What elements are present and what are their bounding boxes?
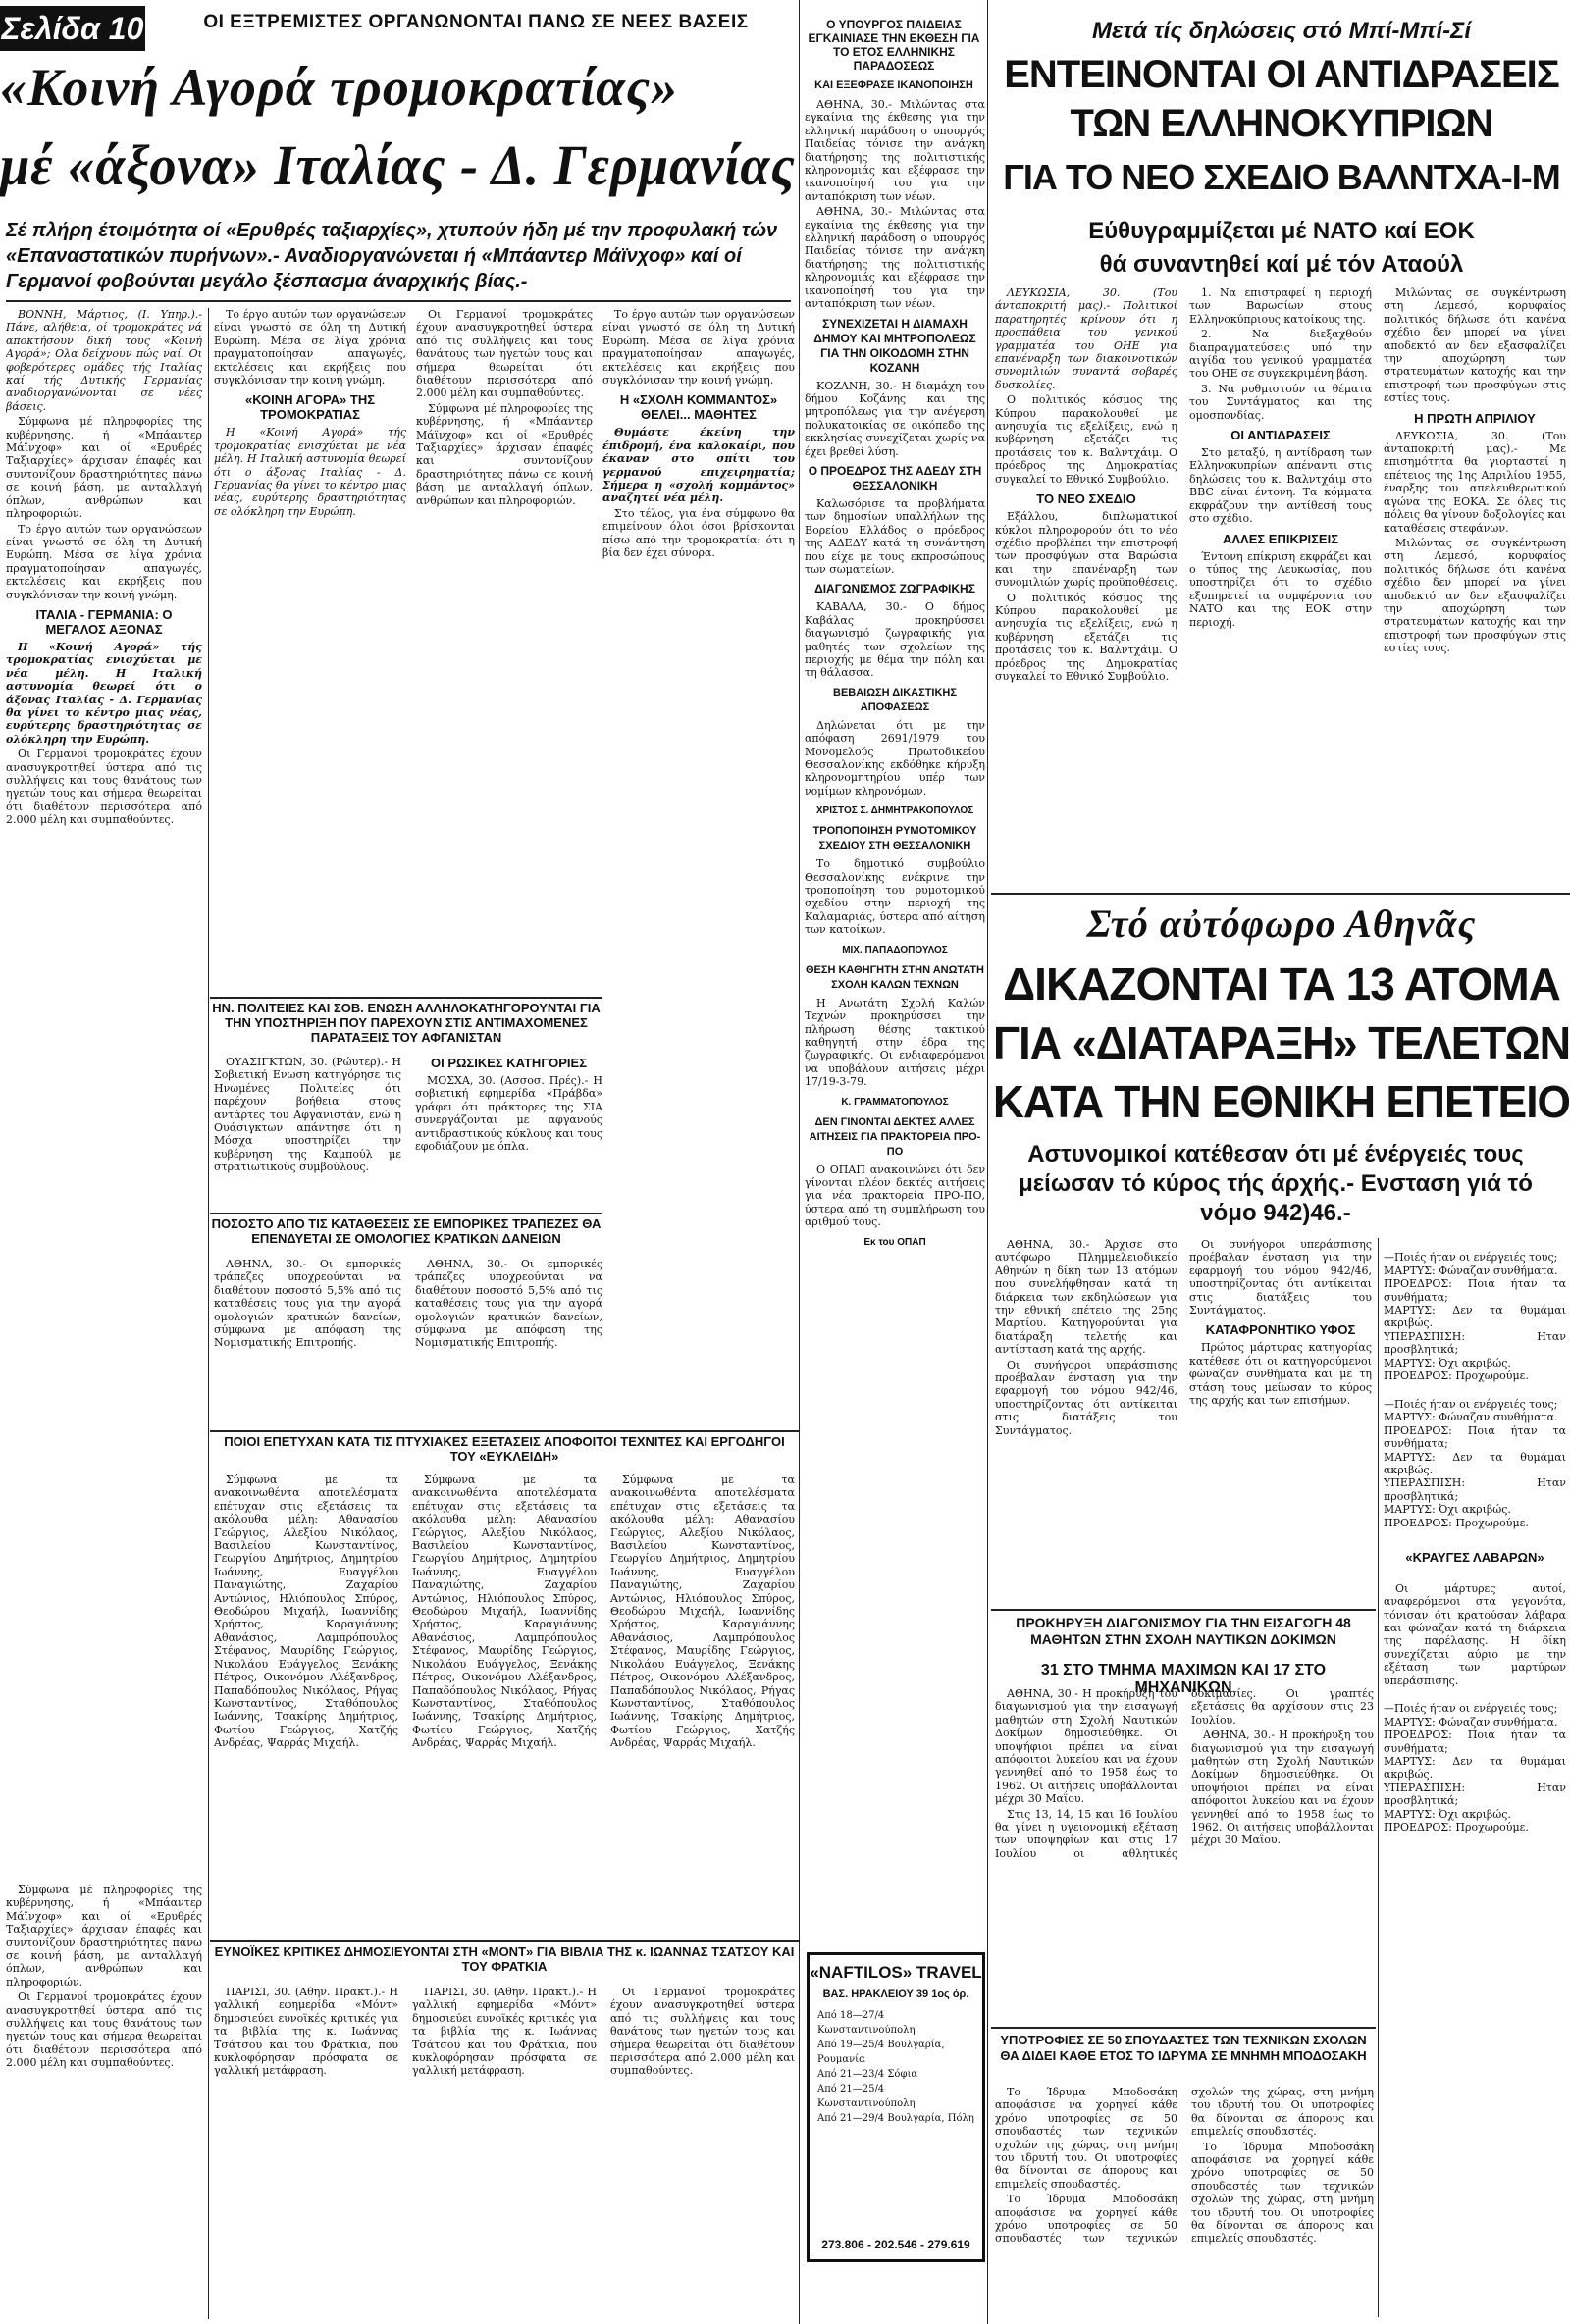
banks-text: ΑΘΗΝΑ, 30.- Οι εμπορικές τράπεζες υποχρεούνται να διαθέτουν ποσοστό 5,5% από τις καταθέσεις τους για την αγορά ομολογιών κρατικών δανείων, σύμφωνα με απόφαση της Νομισματικής Επιτροπής. — [214, 1258, 401, 1350]
lead-body-3: Η «Κοινή Αγορά» τής τρομοκρατίας ενισχύεται με νέα μέλη. Η Ιταλική αστυνομία θεωρεί ότι ο άξονας Ιταλίας - Δ. Γερμανίας θα γίνει το κέντρο μιας νέας, ευρύτερης δραστηριότητας σε ολόκληρη την Ευρώπη. — [6, 640, 202, 746]
scholar-text-3: Το Ίδρυμα Μποδοσάκη αποφάσισε να χορηγεί κάθε χρόνο υποτροφίες σε 50 σπουδαστές των τεχνικών σχολών της χώρας, στη μνήμη του ιδρυτή του. Οι υποτροφίες θα δίνονται σε άπορους και επιμελείς σπουδαστές. — [1191, 2140, 1374, 2246]
adedy-text: Καλωσόρισε τα προβλήματα των δημοσίων υπαλλήλων της Βορείου Ελλάδος ο πρόεδρος της ΑΔΕΔΥ κατά τη συνάντηση που είχε με τους εκπροσώπους των σωματείων. — [805, 496, 985, 576]
court-column-1 — [995, 1238, 1178, 1601]
cyprus-right-body: Μιλώντας σε συγκέντρωση στη Λεμεσό, κορυφαίος πολιτικός δήλωσε ότι κανένα σχέδιο δεν μπορεί να γίνει αποδεκτό αν δεν εξασφαλίζει την αποχώρηση των στρατευμάτων κατοχής και την επιστροφή των προσφύγων στις εστίες τους. — [1384, 286, 1566, 405]
navy-headline: ΠΡΟΚΗΡΥΞΗ ΔΙΑΓΩΝΙΣΜΟΥ ΓΙΑ ΤΗΝ ΕΙΣΑΓΩΓΗ 48 ΜΑΘΗΤΩΝ ΣΤΗΝ ΣΧΟΛΗ ΝΑΥΤΙΚΩΝ ΔΟΚΙΜΩΝ — [1016, 1615, 1351, 1647]
cyprus-list-3: 3. Να ρυθμιστούν τα θέματα του Συντάγματος και της ομοσπονδίας. — [1189, 382, 1372, 422]
cyprus-subhead-other: ΑΛΛΕΣ ΕΠΙΚΡΙΣΕΙΣ — [1222, 531, 1339, 546]
fine-arts-text: Η Ανωτάτη Σχολή Καλών Τεχνών προκηρύσσει την πλήρωση θέσης τακτικού καθηγητή στην έδρα της ζωγραφικής. Οι ενδιαφερόμενοι να υποβάλουν αιτήσεις μέχρι 17/19-3-79. — [805, 996, 985, 1089]
lead-subhead-axis: ΙΤΑΛΙΑ - ΓΕΡΜΑΝΙΑ: Ο ΜΕΓΑΛΟΣ ΑΞΟΝΑΣ — [35, 606, 173, 637]
lead-body-2: Το έργο αυτών των οργανώσεων είναι γνωστό σε όλη τη Δυτική Ευρώπη. Μέσα σε λίγα χρόνια πραγματοποίησαν απαγωγές, εκτελέσεις και εκρήξεις που συγκλόνισαν την κοινή γνώμη. — [6, 522, 202, 601]
school-body: Θυμάστε έκείνη την έπιδρομή, ένα καλοκαίρι, που έκαναν στο σπίτι του γερμανού επιχειρηματία; Σήμερα η «σχολή κομμάντος» αναζητεί νέα μέλη. — [602, 426, 795, 505]
lead-headline-2: μέ «άξονα» Ιταλίας - Δ. Γερμανίας — [0, 133, 796, 197]
court-headline-2: ΓΙΑ «ΔΙΑΤΑΡΑΞΗ» ΤΕΛΕΤΩΝ — [993, 1017, 1570, 1068]
lead-body-2b: Το έργο αυτών των οργανώσεων είναι γνωστό σε όλη τη Δυτική Ευρώπη. Μέσα σε λίγα χρόνια πραγματοποίησαν απαγωγές, εκτελέσεις και εκρήξεις που συγκλόνισαν την κοινή γνώμη. — [214, 308, 406, 387]
kozani-headline: ΣΥΝΕΧΙΖΕΤΑΙ Η ΔΙΑΜΑΧΗ ΔΗΜΟΥ ΚΑΙ ΜΗΤΡΟΠΟΛΕΩΣ ΓΙΑ ΤΗΝ ΟΙΚΟΔΟΜΗ ΣΤΗΝ ΚΟΖΑΝΗ — [813, 316, 976, 375]
court-kicker: Στό αὐτόφωρο Αθηνᾶς — [1086, 902, 1477, 946]
travel-ad-line: Από 21—29/4 Βουλγαρία, Πόλη — [817, 2113, 974, 2124]
navy-text-3: ΑΘΗΝΑ, 30.- Η προκήρυξη του διαγωνισμού για την εισαγωγή μαθητών στη Σχολή Ναυτικών Δοκίμων δημοσιεύθηκε. Οι υποψήφιοι πρέπει να είναι απόφοιτοι λυκείου και να έχουν γεννηθεί από το 1958 έως το 1962. Οι αιτήσεις υποβάλλονται μέχρι 30 Μαΐου. — [1191, 1729, 1374, 1847]
opap-text: Ο ΟΠΑΠ ανακοινώνει ότι δεν γίνονται πλέον δεκτές αιτήσεις για νέα πρακτορεία ΠΡΟ-ΠΟ, ύστερα από τη συμπλήρωση του αριθμού τους. — [805, 1162, 985, 1229]
lead-column-2 — [214, 308, 406, 995]
mont-headline: ΕΥΝΟΪΚΕΣ ΚΡΙΤΙΚΕΣ ΔΗΜΟΣΙΕΥΟΝΤΑΙ ΣΤΗ «ΜΟΝΤ» ΓΙΑ ΒΙΒΛΙΑ ΤΗΣ κ. ΙΩΑΝΝΑΣ ΤΣΑΤΣΟΥ ΚΑΙ ΤΟΥ ΦΡΑΤΚΙΑ — [214, 1944, 795, 1974]
travel-ad-line: Από 18—27/4 Κωνσταντινούπολη — [817, 2010, 916, 2036]
opap-signature: Εκ του ΟΠΑΠ — [864, 1236, 926, 1248]
banks-body — [214, 1258, 602, 1424]
lead-body-3b: Η «Κοινή Αγορά» τής τρομοκρατίας ενισχύεται με νέα μέλη. Η Ιταλική αστυνομία θεωρεί ότι ο άξονας Ιταλίας - Δ. Γερμανίας θα γίνει το κέντρο μιας νέας, ευρύτερης δραστηριότητας σε ολόκληρη την Ευρώπη. — [214, 426, 406, 518]
travel-ad-line: Από 21—23/4 Σόφια — [817, 2069, 918, 2080]
lead-dateline: ΒΟΝΝΗ, Μάρτιος, (Ι. Υπηρ.).- Πάνε, αλήθεια, οί τρομοκράτες νά αποκτήσουν δική τους «Κοινή Αγορά»; Ολα δείχνουν πώς ναί. Οι φοβερότερες ομάδες τής Ιταλίας καί τής Δυτικής Γερμανίας αναδιοργανώνονται σε νέες βάσεις. — [6, 308, 202, 413]
painting-headline: ΔΙΑΓΩΝΙΣΜΟΣ ΖΩΓΡΑΦΙΚΗΣ — [814, 582, 975, 596]
navy-body — [995, 1687, 1374, 2021]
russian-text: ΜΟΣΧΑ, 30. (Ασσοσ. Πρές).- Η σοβιετική εφημερίδα «Πράβδα» γράφει ότι πράκτορες της ΣΙΑ συνεργάζονται με αφγανούς αντιδραστικούς κύκλους και τους εφοδιάζουν με όπλα. — [415, 1074, 602, 1154]
adedy-headline: Ο ΠΡΟΕΔΡΟΣ ΤΗΣ ΑΔΕΔΥ ΣΤΗ ΘΕΣΣΑΛΟΝΙΚΗ — [808, 463, 982, 492]
exams-text-2: Σύμφωνα με τα ανακοινωθέντα αποτελέσματα επέτυχαν στις εξετάσεις τα ακόλουθα μέλη: Αθανασίου Γεώργιος, Αλεξίου Νικόλαος, Βασιλείου Κωνσταντίνος, Γεωργίου Δημήτριος, Δημητρίου Ιωάννης, Ευαγγέλου Παναγιώτης, Ζαχαρίου Αντώνιος, Ηλιόπουλος Σπύρος, Θεοδώρου Μιχαήλ, Ιωαννίδης Χρήστος, Καραγιάννης Αθανάσιος, Λαμπρόπουλος Στέφανος, Μαυρίδης Γεώργιος, Νικολάου Ευάγγελος, Ξενάκης Πέτρος, Οικονόμου Αλέξανδρος, Παπαδόπουλος Νικόλαος, Ρήγας Κωνσταντίνος, Σταθόπουλος Ιωάννης, Τσακίρης Δημήτριος, Φωτίου Γεώργιος, Χατζής Ανδρέας, Ψαρράς Μιχαήλ. — [412, 1473, 597, 1750]
painting-text: ΚΑΒΑΛΑ, 30.- Ο δήμος Καβάλας προκηρύσσει διαγωνισμό ζωγραφικής για μαθητές των σχολείων της περιοχής με θέμα την πόλη και τη θάλασσα. — [805, 600, 985, 680]
mont-rule — [210, 1940, 799, 1942]
lead-column-1-bottom — [6, 1884, 202, 2320]
school-headline: Η «ΣΧΟΛΗ ΚΟΜΜΑΝΤΟΣ» ΘΕΛΕΙ... ΜΑΘΗΤΕΣ — [619, 392, 778, 423]
cyprus-body-4: Έντονη επίκριση εκφράζει και ο τύπος της Λευκωσίας, που υποστηρίζει ότι το σχέδιο εξυπηρετεί τα συμφέροντα του ΝΑΤΟ και της ΕΟΚ στην περιοχή. — [1189, 549, 1372, 629]
scholar-text-2: Το Ίδρυμα Μποδοσάκη αποφάσισε να χορηγεί κάθε χρόνο υποτροφίες σε 50 σπουδαστές των τεχνικών σχολών της χώρας, στη μνήμη του ιδρυτή του. Οι υποτροφίες θα δίνονται σε άπορους και επιμελείς σπουδαστές. — [995, 2086, 1374, 2246]
signature-2: ΜΙΧ. ΠΑΠΑΔΟΠΟΥΛΟΣ — [842, 944, 948, 955]
lead-rule — [6, 300, 791, 302]
travel-ad-address: ΒΑΣ. ΗΡΑΚΛΕΙΟΥ 39 1ος όρ. — [822, 1988, 969, 2000]
court-decision-text: Δηλώνεται ότι με την απόφαση 2691/1979 του Μονομελούς Πρωτοδικείου Θεσσαλονίκης εκδόθηκε κήρυξη κληρονομητηρίου υπέρ των νομίμων κληρονόμων. — [805, 718, 985, 798]
cyprus-headline-2: ΤΩΝ ΕΛΛΗΝΟΚΥΠΡΙΩΝ — [1070, 102, 1493, 145]
navy-text-2: Στις 13, 14, 15 και 16 Ιουλίου θα γίνει η υγειονομική εξέταση των υποψηφίων και στις 17 Ιουλίου οι αθλητικές δοκιμασίες. Οι γραπτές εξετάσεις θα αρχίσουν στις 23 Ιουλίου. — [995, 1687, 1374, 1860]
cyprus-subhead-april: Η ΠΡΩΤΗ ΑΠΡΙΛΙΟΥ — [1414, 410, 1536, 426]
navy-text: ΑΘΗΝΑ, 30.- Η προκήρυξη του διαγωνισμού για την εισαγωγή μαθητών στη Σχολή Ναυτικών Δοκίμων δημοσιεύθηκε. Οι υποψήφιοι πρέπει να είναι απόφοιτοι λυκείου και να έχουν γεννηθεί από το 1958 έως το 1962. Οι αιτήσεις υποβάλλονται μέχρι 30 Μαΐου. — [995, 1687, 1178, 1806]
navy-rule — [991, 1609, 1376, 1611]
court-testimony: —Ποιές ήταν οι ενέργειές τους; ΜΑΡΤΥΣ: Φώναζαν συνθήματα. ΠΡΟΕΔΡΟΣ: Ποια ήταν τα συνθήματα; ΜΑΡΤΥΣ: Δεν τα θυμάμαι ακριβώς. ΥΠΕΡΑΣΠΙΣΗ: Ηταν προσβλητικά; ΜΑΡΤΥΣ: Όχι ακριβώς. ΠΡΟΕΔΡΟΣ: Προχωρούμε. — [1384, 1251, 1566, 1383]
lead-column-3 — [416, 308, 593, 995]
afghan-body — [214, 1056, 602, 1203]
divider-col3 — [987, 0, 988, 2324]
lead-body-4c: Οι Γερμανοί τρομοκράτες έχουν ανασυγκροτηθεί ύστερα από τις συλλήψεις και τους θανάτους των ηγετών τους και σήμερα θεωρείται ότι διαθέτουν περισσότερα από 2.000 μέλη και συμπαθούντες. — [6, 1990, 202, 2070]
scholar-rule — [991, 2027, 1376, 2029]
cyprus-body-1: Ο πολιτικός κόσμος της Κύπρου παρακολουθεί με ανησυχία τις εξελίξεις, ενώ η κυβέρνηση εξετάζει τις προτάσεις του κ. Βαλντχάιμ. Ο πρόεδρος της Δημοκρατίας συγκαλεί το Εθνικό Συμβούλιο. — [995, 393, 1178, 486]
russian-subhead: ΟΙ ΡΩΣΙΚΕΣ ΚΑΤΗΓΟΡΙΕΣ — [430, 1056, 588, 1070]
scholar-headline: ΥΠΟΤΡΟΦΙΕΣ ΣΕ 50 ΣΠΟΥΔΑΣΤΕΣ ΤΩΝ ΤΕΧΝΙΚΩΝ ΣΧΟΛΩΝ ΘΑ ΔΙΔΕΙ ΚΑΘΕ ΕΤΟΣ ΤΟ ΙΔΡΥΜΑ ΣΕ ΜΝΗΜΗ ΜΠΟΔΟΣΑΚΗ — [1000, 2033, 1367, 2063]
cyprus-bottom-rule — [991, 893, 1570, 895]
fine-arts-headline: ΘΕΣΗ ΚΑΘΗΓΗΤΗ ΣΤΗΝ ΑΝΩΤΑΤΗ ΣΧΟΛΗ ΚΑΛΩΝ ΤΕΧΝΩΝ — [805, 963, 985, 991]
exams-rule — [210, 1430, 799, 1432]
court-column-3 — [1384, 1238, 1566, 2317]
court-body-1: ΑΘΗΝΑ, 30.- Άρχισε στο αυτόφωρο Πλημμελειοδικείο Αθηνών η δίκη των 13 ατόμων που συνελήφθησαν κατά τη διάρκεια των εκδηλώσεων για την εθνική επέτειο της 25ης Μαρτίου. Κατηγορούνται για διατάραξη τελετής και αντίσταση κατά της αρχής. — [995, 1238, 1178, 1357]
exams-headline: ΠΟΙΟΙ ΕΠΕΤΥΧΑΝ ΚΑΤΑ ΤΙΣ ΠΤΥΧΙΑΚΕΣ ΕΞΕΤΑΣΕΙΣ ΑΠΟΦΟΙΤΟΙ ΤΕΧΝΙΤΕΣ ΚΑΙ ΕΡΓΟΔΗΓΟΙ ΤΟΥ «ΕΥΚΛΕΙΔΗ» — [224, 1434, 785, 1464]
mont-body — [214, 1986, 795, 2319]
lead-subhead-common-market: «ΚΟΙΝΗ ΑΓΟΡΑ» ΤΗΣ ΤΡΟΜΟΚΡΑΤΙΑΣ — [244, 392, 376, 423]
edu-headline: Ο ΥΠΟΥΡΓΟΣ ΠΑΙΔΕΙΑΣ ΕΓΚΑΙΝΙΑΣΕ ΤΗΝ ΕΚΘΕΣΗ ΓΙΑ ΤΟ ΕΤΟΣ ΕΛΛΗΝΙΚΗΣ ΠΑΡΑΔΟΣΕΩΣ — [808, 18, 980, 73]
court-right-2: Οι μάρτυρες αυτοί, αναφερόμενοι στα γεγονότα, τόνισαν ότι κρατούσαν λάβαρα και φώναζαν κατά τη διάρκεια της παρέλασης. Η δίκη συνεχίζεται αύριο με την εξέταση των μαρτύρων υπεράσπισης. — [1384, 1581, 1566, 1687]
cyprus-body-1b: Ο πολιτικός κόσμος της Κύπρου παρακολουθεί με ανησυχία τις εξελίξεις, ενώ η κυβέρνηση εξετάζει τις προτάσεις του κ. Βαλντχάιμ. Ο πρόεδρος της Δημοκρατίας συγκαλεί το Εθνικό Συμβούλιο. — [995, 591, 1178, 683]
court-column-2 — [1189, 1238, 1372, 1601]
cyprus-headline-3: ΓΙΑ ΤΟ ΝΕΟ ΣΧΕΔΙΟ ΒΑΛΝΤΧΑ-Ι-Μ — [1003, 157, 1560, 197]
divider-lead-right — [799, 0, 800, 2324]
exams-body — [214, 1473, 795, 1935]
banks-text-2: ΑΘΗΝΑ, 30.- Οι εμπορικές τράπεζες υποχρεούνται να διαθέτουν ποσοστό 5,5% από τις καταθέσεις τους για την αγορά ομολογιών κρατικών δανείων, σύμφωνα με απόφαση της Νομισματικής Επιτροπής. — [415, 1258, 602, 1350]
thessaloniki-headline: ΤΡΟΠΟΠΟΙΗΣΗ ΡΥΜΟΤΟΜΙΚΟΥ ΣΧΕΔΙΟΥ ΣΤΗ ΘΕΣΣΑΛΟΝΙΚΗ — [812, 825, 977, 852]
travel-ad — [807, 1952, 985, 2262]
travel-ad-line: Από 21—25/4 Κωνσταντινούπολη — [817, 2084, 916, 2109]
court-headline-1: ΔΙΚΑΖΟΝΤΑΙ ΤΑ 13 ΑΤΟΜΑ — [1003, 958, 1560, 1009]
exams-text: Σύμφωνα με τα ανακοινωθέντα αποτελέσματα επέτυχαν στις εξετάσεις τα ακόλουθα μέλη: Αθανασίου Γεώργιος, Αλεξίου Νικόλαος, Βασιλείου Κωνσταντίνος, Γεωργίου Δημήτριος, Δημητρίου Ιωάννης, Ευαγγέλου Παναγιώτης, Ζαχαρίου Αντώνιος, Ηλιόπουλος Σπύρος, Θεοδώρου Μιχαήλ, Ιωαννίδης Χρήστος, Καραγιάννης Αθανάσιος, Λαμπρόπουλος Στέφανος, Μαυρίδης Γεώργιος, Νικολάου Ευάγγελος, Ξενάκης Πέτρος, Οικονόμου Αλέξανδρος, Παπαδόπουλος Νικόλαος, Ρήγας Κωνσταντίνος, Σταθόπουλος Ιωάννης, Τσακίρης Δημήτριος, Φωτίου Γεώργιος, Χατζής Ανδρέας, Ψαρράς Μιχαήλ. — [214, 1473, 398, 1750]
thessaloniki-text: Το δημοτικό συμβούλιο Θεσσαλονίκης ενέκρινε την τροποποίηση του ρυμοτομικού σχεδίου στην περιοχή της Καλαμαριάς, ύστερα από αίτηση των κατοίκων. — [805, 857, 985, 937]
cyprus-headline-1: ΕΝΤΕΙΝΟΝΤΑΙ ΟΙ ΑΝΤΙΔΡΑΣΕΙΣ — [1004, 53, 1559, 96]
court-body-2: Οι συνήγοροι υπεράσπισης προέβαλαν ένσταση για την εφαρμογή του νόμου 942/46, υποστηρίζοντας ότι αντίκειται στις διατάξεις του Συντάγματος. — [995, 1358, 1178, 1437]
cyprus-kicker: Μετά τίς δηλώσεις στό Μπί-Μπί-Σί — [1092, 18, 1471, 44]
court-deck: Αστυνομικοί κατέθεσαν ότι μέ ένέργειές τους μείωσαν τό κύρος τής άρχής.- Ενσταση γιά τό νόμο 942)46.- — [1019, 1141, 1533, 1226]
lead-headline-1: «Κοινή Αγορά τρομοκρατίας» — [0, 58, 679, 117]
cyprus-right-body-2: ΛΕΥΚΩΣΙΑ, 30. (Του άνταποκριτή μας).- Με επισημότητα θα γιορταστεί η επέτειος της 1ης Απριλίου 1955, έναρξης του απελευθερωτικού αγώνα της ΕΟΚΑ. Σε όλες τις πόλεις θα γίνουν δοξολογίες και καταθέσεις στεφάνων. — [1384, 429, 1566, 535]
column3-stack — [805, 98, 985, 1530]
lead-body-4: Οι Γερμανοί τρομοκράτες έχουν ανασυγκροτηθεί ύστερα από τις συλλήψεις και τους θανάτους των ηγετών τους και σήμερα θεωρείται ότι διαθέτουν περισσότερα από 2.000 μέλη και συμπαθούντες. — [6, 748, 202, 827]
cyprus-column-1 — [995, 286, 1178, 885]
cyprus-body-2: Εξάλλου, διπλωματικοί κύκλοι πληροφορούν ότι το νέο σχέδιο προβλέπει την επιστροφή των προσφύγων στα Βαρώσια και την επανέναρξη των συνομιλιών χωρίς προϋποθέσεις. — [995, 510, 1178, 590]
court-testimony-3: —Ποιές ήταν οι ενέργειές τους; ΜΑΡΤΥΣ: Φώναζαν συνθήματα. ΠΡΟΕΔΡΟΣ: Ποια ήταν τα συνθήματα; ΜΑΡΤΥΣ: Δεν τα θυμάμαι ακριβώς. ΥΠΕΡΑΣΠΙΣΗ: Ηταν προσβλητικά; ΜΑΡΤΥΣ: Όχι ακριβώς. ΠΡΟΕΔΡΟΣ: Προχωρούμε. — [1384, 1702, 1566, 1834]
court-body-3: Πρώτος μάρτυρας κατηγορίας κατέθεσε ότι οι κατηγορούμενοι φώναζαν συνθήματα και με τη στάση τους μείωσαν το κύρος της αρχής και των επισήμων. — [1189, 1341, 1372, 1408]
edu-subhead: ΚΑΙ ΕΞΕΦΡΑΣΕ ΙΚΑΝΟΠΟΙΗΣΗ — [814, 79, 973, 91]
divider-court — [1378, 1238, 1379, 2317]
opap-headline: ΔΕΝ ΓΙΝΟΝΤΑΙ ΔΕΚΤΕΣ ΑΛΛΕΣ ΑΙΤΗΣΕΙΣ ΓΙΑ ΠΡΑΚΤΟΡΕΙΑ ΠΡΟ-ΠΟ — [809, 1115, 981, 1158]
lead-deck: Σέ πλήρη έτοιμότητα οί «Ερυθρές ταξιαρχίες», χτυπούν ήδη μέ την προφυλακή τών «Επαναστατικών πυρήνων».- Αναδιοργανώνεται ή «Μπάαντερ Μάϊνχοφ» καί οί Γερμανοί φοβούνται μεγάλο ξέσπασμα άναρχικής βίας.- — [6, 220, 778, 292]
cyprus-body-3: Στο μεταξύ, η αντίδραση των Ελληνοκυπρίων απέναντι στις δηλώσεις του κ. Βαλντχάιμ στο BBC είναι έντονη. Τα κόμματα εκφράζουν την αντίθεσή τους στο σχέδιο. — [1189, 446, 1372, 526]
afghan-headline: ΗΝ. ΠΟΛΙΤΕΙΕΣ ΚΑΙ ΣΟΒ. ΕΝΩΣΗ ΑΛΛΗΛΟΚΑΤΗΓΟΡΟΥΝΤΑΙ ΓΙΑ ΤΗΝ ΥΠΟΣΤΗΡΙΞΗ ΠΟΥ ΠΑΡΕΧΟΥΝ ΣΤΙΣ ΑΝΤΙΜΑΧΟΜΕΝΕΣ ΠΑΡΑΤΑΞΕΙΣ ΤΟΥ ΑΦΓΑΝΙΣΤΑΝ — [212, 1001, 601, 1045]
scholar-text: Το Ίδρυμα Μποδοσάκη αποφάσισε να χορηγεί κάθε χρόνο υποτροφίες σε 50 σπουδαστές των τεχνικών σχολών της χώρας, στη μνήμη του ιδρυτή του. Οι υποτροφίες θα δίνονται σε άπορους και επιμελείς σπουδαστές. — [995, 2086, 1178, 2191]
cyprus-list-1: 1. Να επιστραφεί η περιοχή των Βαρωσίων στους Ελληνοκύπριους κατοίκους της. — [1189, 286, 1372, 326]
cyprus-lede: ΛΕΥΚΩΣΙΑ, 30. (Του άνταποκριτή μας).- Πολιτικοί παρατηρητές κρίνουν ότι η προσπάθεια του γενικού γραμματέα του ΟΗΕ για επανέναρξη των διακοινοτικών συνομιλιών συναντά σοβαρές δυσκολίες. — [995, 286, 1178, 391]
court-body-2b: Οι συνήγοροι υπεράσπισης προέβαλαν ένσταση για την εφαρμογή του νόμου 942/46, υποστηρίζοντας ότι αντίκειται στις διατάξεις του Συντάγματος. — [1189, 1238, 1372, 1317]
school-body-a: Το έργο αυτών των οργανώσεων είναι γνωστό σε όλη τη Δυτική Ευρώπη. Μέσα σε λίγα χρόνια πραγματοποίησαν απαγωγές, εκτελέσεις και εκρήξεις που συγκλόνισαν την κοινή γνώμη. — [602, 308, 795, 387]
travel-ad-line: Από 19—25/4 Βουλγαρία, Ρουμανία — [817, 2040, 945, 2065]
court-decision-headline: ΒΕΒΑΙΩΣΗ ΔΙΚΑΣΤΙΚΗΣ ΑΠΟΦΑΣΕΩΣ — [833, 686, 957, 713]
afghan-rule — [210, 997, 602, 999]
cyprus-column-3 — [1384, 286, 1566, 885]
cyprus-right-body-b: Μιλώντας σε συγκέντρωση στη Λεμεσό, κορυφαίος πολιτικός δήλωσε ότι κανένα σχέδιο δεν μπορεί να γίνει αποδεκτό αν δεν εξασφαλίζει την αποχώρηση των στρατευμάτων κατοχής και την επιστροφή των προσφύγων στις εστίες τους. — [1384, 536, 1566, 655]
mont-text-2: ΠΑΡΙΣΙ, 30. (Αθην. Πρακτ.).- Η γαλλική εφημερίδα «Μόντ» δημοσιεύει ευνοϊκές κριτικές για τα βιβλία της κ. Ιωάννας Τσάτσου και του Φράτκια, που κυκλοφόρησαν πρόσφατα σε γαλλική μετάφραση. — [412, 1986, 597, 2078]
page-number-badge: Σελίδα 10 — [0, 6, 145, 51]
lead-kicker: ΟΙ ΕΞΤΡΕΜΙΣΤΕΣ ΟΡΓΑΝΩΝΟΝΤΑΙ ΠΑΝΩ ΣΕ ΝΕΕΣ ΒΑΣΕΙΣ — [203, 12, 749, 32]
mont-text: ΠΑΡΙΣΙ, 30. (Αθην. Πρακτ.).- Η γαλλική εφημερίδα «Μόντ» δημοσιεύει ευνοϊκές κριτικές για τα βιβλία της κ. Ιωάννας Τσάτσου και του Φράτκια, που κυκλοφόρησαν πρόσφατα σε γαλλική μετάφραση. — [214, 1986, 398, 2078]
court-headline-3: ΚΑΤΑ ΤΗΝ ΕΘΝΙΚΗ ΕΠΕΤΕΙΟ — [993, 1076, 1570, 1127]
exams-text-3: Σύμφωνα με τα ανακοινωθέντα αποτελέσματα επέτυχαν στις εξετάσεις τα ακόλουθα μέλη: Αθανασίου Γεώργιος, Αλεξίου Νικόλαος, Βασιλείου Κωνσταντίνος, Γεωργίου Δημήτριος, Δημητρίου Ιωάννης, Ευαγγέλου Παναγιώτης, Ζαχαρίου Αντώνιος, Ηλιόπουλος Σπύρος, Θεοδώρου Μιχαήλ, Ιωαννίδης Χρήστος, Καραγιάννης Αθανάσιος, Λαμπρόπουλος Στέφανος, Μαυρίδης Γεώργιος, Νικολάου Ευάγγελος, Ξενάκης Πέτρος, Οικονόμου Αλέξανδρος, Παπαδόπουλος Νικόλαος, Ρήγας Κωνσταντίνος, Σταθόπουλος Ιωάννης, Τσακίρης Δημήτριος, Φωτίου Γεώργιος, Χατζής Ανδρέας, Ψαρράς Μιχαήλ. — [610, 1473, 795, 1750]
afghan-text: ΟΥΑΣΙΓΚΤΩΝ, 30. (Ρώυτερ).- Η Σοβιετική Ενωση κατηγόρησε τις Ηνωμένες Πολιτείες ότι παρέχουν βοήθεια στους αντάρτες του Αφγανιστάν, ενώ η Ουάσιγκτων απάντησε ότι η Μόσχα υποστηρίζει την κυβέρνηση της Καμπούλ με στρατιωτικούς συμβούλους. — [214, 1056, 401, 1174]
banks-rule — [210, 1213, 602, 1214]
court-subhead: ΚΑΤΑΦΡΟΝΗΤΙΚΟ ΥΦΟΣ — [1205, 1322, 1356, 1338]
lead-body-1c: Σύμφωνα μέ πληροφορίες της κυβέρνησης, ή «Μπάαντερ Μάϊνχοφ» και οί «Ερυθρές Ταξιαρχίες» άρχισαν έπαφές και συντονίζουν δραστηριότητες πάνω σε κοινή βάση, με ανταλλαγή όπλων, ανθρώπων και πληροφοριών. — [6, 1884, 202, 1988]
signature-1: ΧΡΙΣΤΟΣ Σ. ΔΗΜΗΤΡΑΚΟΠΟΥΛΟΣ — [815, 805, 974, 817]
cyprus-subhead-plan: ΤΟ ΝΕΟ ΣΧΕΔΙΟ — [1036, 491, 1136, 507]
cyprus-deck-2: θά συναντηθεί καί μέ τόν Αταούλ — [1099, 251, 1464, 278]
divider-left — [208, 308, 209, 2319]
travel-ad-list — [810, 2000, 982, 2134]
lead-body-1b: Σύμφωνα μέ πληροφορίες της κυβέρνησης, ή «Μπάαντερ Μάϊνχοφ» και οί «Ερυθρές Ταξιαρχίες» άρχισαν έπαφές και συντονίζουν δραστηριότητες πάνω σε κοινή βάση, με ανταλλαγή όπλων, ανθρώπων και πληροφοριών. — [416, 401, 593, 507]
scholar-body — [995, 2086, 1374, 2319]
cyprus-deck-1: Εύθυγραμμίζεται μέ ΝΑΤΟ καί ΕΟΚ — [1088, 218, 1475, 244]
kozani-text: ΚΟΖΑΝΗ, 30.- Η διαμάχη του δήμου Κοζάνης και της μητροπόλεως για την ανέγερση πολυκατοικίας σε οικόπεδο της εκκλησίας συνεχίζεται χωρίς να έχει βρεθεί λύση. — [805, 379, 985, 458]
lead-column-1 — [6, 308, 202, 1878]
lead-body-1: Σύμφωνα μέ πληροφορίες της κυβέρνησης, ή «Μπάαντερ Μάϊνχοφ» και οί «Ερυθρές Ταξιαρχίες» άρχισαν έπαφές και συντονίζουν δραστηριότητες πάνω σε κοινή βάση, με ανταλλαγή όπλων, ανθρώπων και πληροφοριών. — [6, 415, 202, 521]
cyprus-subhead-reactions: ΟΙ ΑΝΤΙΔΡΑΣΕΙΣ — [1230, 428, 1331, 443]
signature-3: Κ. ΓΡΑΜΜΑΤΟΠΟΥΛΟΣ — [841, 1096, 949, 1108]
lead-body-4b: Οι Γερμανοί τρομοκράτες έχουν ανασυγκροτηθεί ύστερα από τις συλλήψεις και τους θανάτους των ηγετών τους και σήμερα θεωρείται ότι διαθέτουν περισσότερα από 2.000 μέλη και συμπαθούντες. — [416, 308, 593, 400]
navy-headline-2: 31 ΣΤΟ ΤΜΗΜΑ ΜΑΧΙΜΩΝ ΚΑΙ 17 ΣΤΟ ΜΗΧΑΝΙΚΩΝ — [1040, 1662, 1327, 1696]
court-subhead-banners: «ΚΡΑΥΓΕΣ ΛΑΒΑΡΩΝ» — [1405, 1550, 1544, 1566]
cyprus-column-2 — [1189, 286, 1372, 885]
travel-ad-name: «NAFTILOS» TRAVEL — [810, 1963, 982, 1982]
mont-text-3: Οι Γερμανοί τρομοκράτες έχουν ανασυγκροτηθεί ύστερα από τις συλλήψεις και τους θανάτους των ηγετών τους και σήμερα θεωρείται ότι διαθέτουν περισσότερα από 2.000 μέλη και συμπαθούντες. — [610, 1986, 795, 2078]
school-body-2: Στο τέλος, για ένα σύμφωνο θα επιμείνουν όλοι όσοι βρίσκονται πίσω από την τρομοκρατία: ότι η βία δεν έχει σύνορα. — [602, 506, 795, 560]
cyprus-list-2: 2. Να διεξαχθούν διαπραγματεύσεις υπό την αιγίδα του γενικού γραμματέα του ΟΗΕ σε συγκεκριμένη βάση. — [1189, 328, 1372, 381]
travel-ad-phones: 273.806 - 202.546 - 279.619 — [821, 2238, 970, 2251]
school-column — [602, 308, 795, 995]
edu-text-2: ΑΘΗΝΑ, 30.- Μιλώντας στα εγκαίνια της έκθεσης για την ελληνική παράδοση ο υπουργός Παιδείας τόνισε την ανάγκη διατήρησης της πολιτιστικής κληρονομιάς και εξέφρασε την ικανοποίησή του για την ανταπόκριση των νέων. — [805, 205, 985, 311]
court-testimony-2: —Ποιές ήταν οι ενέργειές τους; ΜΑΡΤΥΣ: Φώναζαν συνθήματα. ΠΡΟΕΔΡΟΣ: Ποια ήταν τα συνθήματα; ΜΑΡΤΥΣ: Δεν τα θυμάμαι ακριβώς. ΥΠΕΡΑΣΠΙΣΗ: Ηταν προσβλητικά; ΜΑΡΤΥΣ: Όχι ακριβώς. ΠΡΟΕΔΡΟΣ: Προχωρούμε. — [1384, 1397, 1566, 1529]
edu-text: ΑΘΗΝΑ, 30.- Μιλώντας στα εγκαίνια της έκθεσης για την ελληνική παράδοση ο υπουργός Παιδείας τόνισε την ανάγκη διατήρησης της πολιτιστικής κληρονομιάς και εξέφρασε την ικανοποίησή του για την ανταπόκριση των νέων. — [805, 98, 985, 203]
banks-headline: ΠΟΣΟΣΤΟ ΑΠΟ ΤΙΣ ΚΑΤΑΘΕΣΕΙΣ ΣΕ ΕΜΠΟΡΙΚΕΣ ΤΡΑΠΕΖΕΣ ΘΑ ΕΠΕΝΔΥΕΤΑΙ ΣΕ ΟΜΟΛΟΓΙΕΣ ΚΡΑΤΙΚΩΝ ΔΑΝΕΙΩΝ — [211, 1216, 602, 1246]
